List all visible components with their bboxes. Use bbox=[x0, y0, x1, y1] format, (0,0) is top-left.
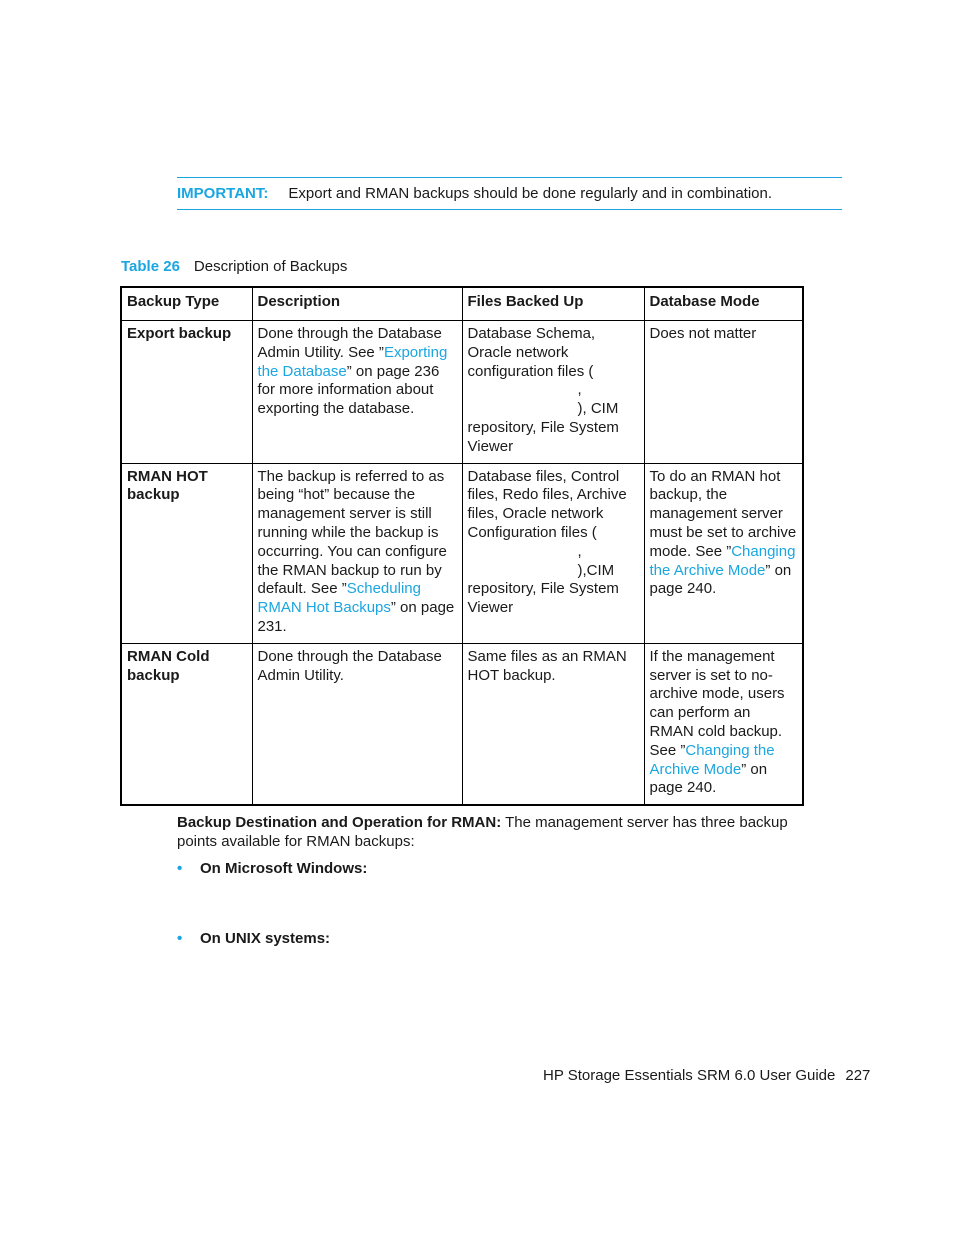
backups-table bbox=[120, 286, 804, 806]
bullet-unix bbox=[177, 930, 330, 947]
description-cell: Done through the Database Admin Utility. bbox=[252, 643, 462, 805]
files-cell: Database Schema, Oracle network configuration files (, ), CIM repository, File System Viewer bbox=[462, 321, 644, 464]
table-caption bbox=[121, 258, 347, 275]
mode-cell: If the management server is set to no-archive mode, users can perform an RMAN cold backup. See ”Changing the Archive Mode” on page 240. bbox=[644, 643, 803, 805]
header-description: Description bbox=[252, 287, 462, 321]
backup-type-cell: RMAN Cold backup bbox=[121, 643, 252, 805]
header-files-backed-up: Files Backed Up bbox=[462, 287, 644, 321]
footer-title: HP Storage Essentials SRM 6.0 User Guide bbox=[543, 1067, 836, 1084]
rman-destination-paragraph bbox=[177, 814, 822, 852]
page-number: 227 bbox=[845, 1067, 871, 1084]
rman-destination-lead: Backup Destination and Operation for RMAN: bbox=[177, 814, 502, 831]
changing-archive-mode-link[interactable]: Changing the Archive Mode bbox=[649, 741, 775, 778]
description-cell: The backup is referred to as being “hot” because the management server is still running while the backup is occurring. You can configure the RMAN backup to run by default. See ”Scheduling RMAN Hot Backups” on page 231. bbox=[252, 463, 462, 643]
changing-archive-mode-link[interactable]: Changing the Archive Mode bbox=[649, 542, 796, 579]
bullet-windows-text: On Microsoft Windows: bbox=[200, 860, 368, 877]
table-header-row bbox=[121, 287, 803, 321]
table-number: Table 26 bbox=[121, 258, 180, 275]
bullet-unix-text: On UNIX systems: bbox=[200, 930, 331, 947]
bullet-dot-icon: • bbox=[177, 860, 183, 877]
table-row bbox=[121, 321, 803, 464]
mode-cell: Does not matter bbox=[644, 321, 803, 464]
files-cell: Database files, Control files, Redo files, Archive files, Oracle network Configuration files (, ),CIM repository, File System Viewer bbox=[462, 463, 644, 643]
description-cell: Done through the Database Admin Utility. See ”Exporting the Database” on page 236 for more information about exporting the database. bbox=[252, 321, 462, 464]
table-title: Description of Backups bbox=[193, 258, 348, 275]
important-note bbox=[177, 177, 842, 210]
backup-type-cell: RMAN HOT backup bbox=[121, 463, 252, 643]
backup-type-cell: Export backup bbox=[121, 321, 252, 464]
scheduling-rman-hot-backups-link[interactable]: Scheduling RMAN Hot Backups bbox=[257, 580, 421, 617]
header-database-mode: Database Mode bbox=[644, 287, 803, 321]
rman-destination-text: The management server has three backup points available for RMAN backups: bbox=[177, 814, 788, 850]
bullet-dot-icon: • bbox=[177, 930, 183, 947]
table-row bbox=[121, 643, 803, 805]
important-text: Export and RMAN backups should be done regularly and in combination. bbox=[288, 185, 773, 202]
important-label: IMPORTANT: bbox=[177, 185, 269, 202]
files-cell: Same files as an RMAN HOT backup. bbox=[462, 643, 644, 805]
bullet-windows bbox=[177, 860, 367, 877]
page-footer bbox=[543, 1067, 870, 1084]
header-backup-type: Backup Type bbox=[121, 287, 252, 321]
table-row bbox=[121, 463, 803, 643]
mode-cell: To do an RMAN hot backup, the management server must be set to archive mode. See ”Changing the Archive Mode” on page 240. bbox=[644, 463, 803, 643]
exporting-database-link[interactable]: Exporting the Database bbox=[257, 343, 448, 380]
